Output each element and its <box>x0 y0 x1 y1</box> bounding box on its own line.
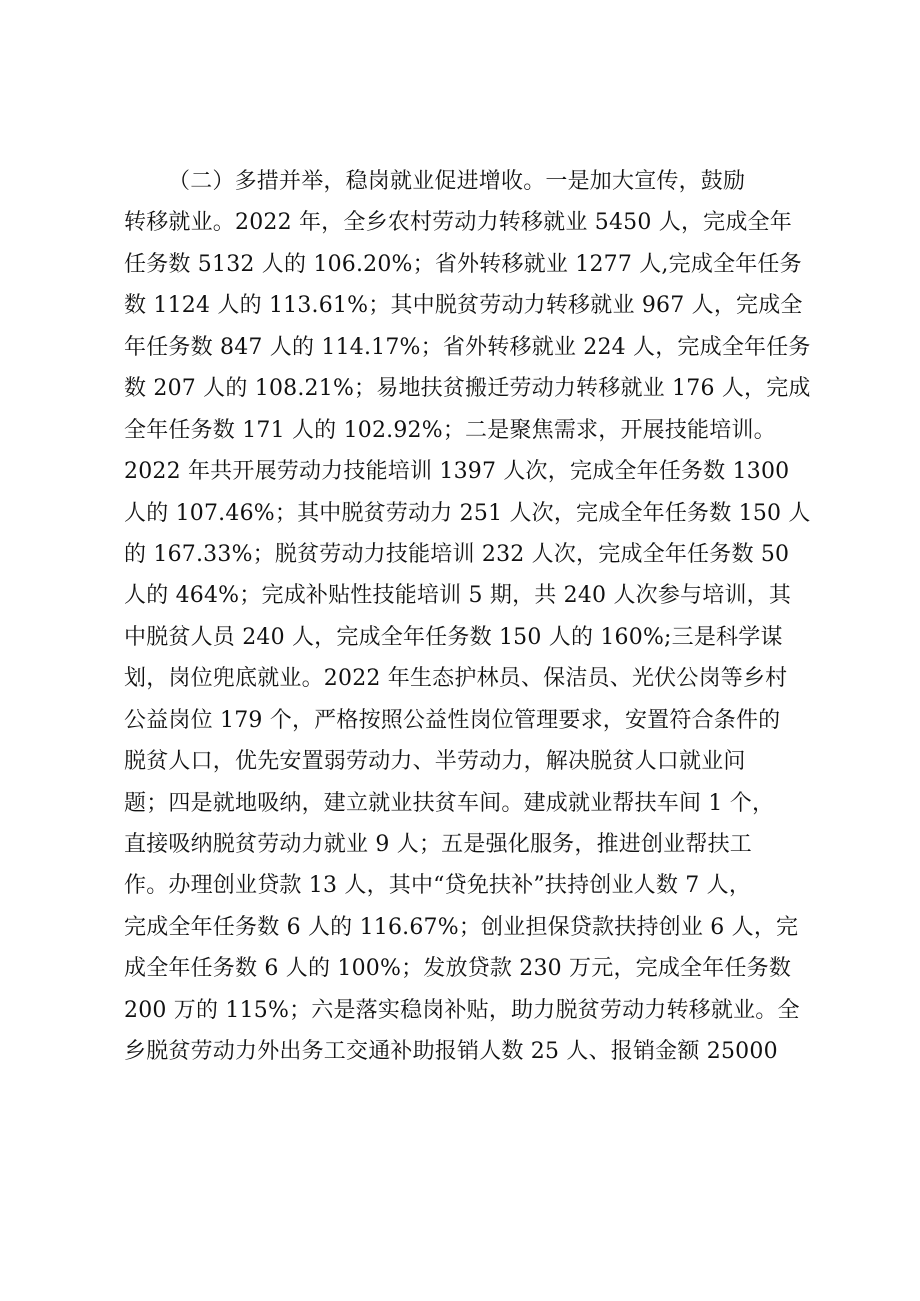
text-line: （二）多措并举，稳岗就业促进增收。一是加大宣传，鼓励 <box>168 169 746 194</box>
text-line: 作。办理创业贷款 13 人，其中“贷免扶补”扶持创业人数 7 人， <box>124 873 752 899</box>
text-line: 全年任务数 171 人的 102.92%；二是聚焦需求，开展技能培训。 <box>124 417 776 443</box>
text-line: 人的 107.46%；其中脱贫劳动力 251 人次，完成全年任务数 150 人 <box>124 500 811 526</box>
text-line: 转移就业。2022 年，全乡农村劳动力转移就业 5450 人，完成全年 <box>124 210 792 236</box>
text-line: 划，岗位兜底就业。2022 年生态护林员、保洁员、光伏公岗等乡村 <box>124 666 788 692</box>
text-line: 的 167.33%；脱贫劳动力技能培训 232 人次，完成全年任务数 50 <box>124 541 790 567</box>
text-line: 人的 464%；完成补贴性技能培训 5 期，共 240 人次参与培训，其 <box>124 583 792 609</box>
text-line: 数 207 人的 108.21%；易地扶贫搬迁劳动力转移就业 176 人，完成 <box>124 376 811 402</box>
text-line: 脱贫人口，优先安置弱劳动力、半劳动力，解决脱贫人口就业问 <box>124 749 746 775</box>
text-line: 中脱贫人员 240 人，完成全年任务数 150 人的 160%;三是科学谋 <box>124 624 783 650</box>
text-line: 乡脱贫劳动力外出务工交通补助报销人数 25 人、报销金额 25000 <box>124 1039 778 1065</box>
text-line: 直接吸纳脱贫劳动力就业 9 人；五是强化服务，推进创业帮扶工 <box>124 832 752 857</box>
text-line: 成全年任务数 6 人的 100%；发放贷款 230 万元，完成全年任务数 <box>124 956 792 982</box>
text-line: 200 万的 115%；六是落实稳岗补贴，助力脱贫劳动力转移就业。全 <box>124 997 800 1023</box>
text-line: 公益岗位 179 个，严格按照公益性岗位管理要求，安置符合条件的 <box>124 707 781 733</box>
paragraph-employment-measures <box>124 161 814 1073</box>
text-line: 任务数 5132 人的 106.20%；省外转移就业 1277 人,完成全年任务 <box>124 251 802 277</box>
text-line: 完成全年任务数 6 人的 116.67%；创业担保贷款扶持创业 6 人，完 <box>124 914 799 940</box>
text-line: 年任务数 847 人的 114.17%；省外转移就业 224 人，完成全年任务 <box>124 334 811 360</box>
text-line: 题；四是就地吸纳，建立就业扶贫车间。建成就业帮扶车间 1 个， <box>124 790 775 816</box>
text-line: 2022 年共开展劳动力技能培训 1397 人次，完成全年任务数 1300 <box>124 459 790 485</box>
text-line: 数 1124 人的 113.61%；其中脱贫劳动力转移就业 967 人，完成全 <box>124 293 803 319</box>
